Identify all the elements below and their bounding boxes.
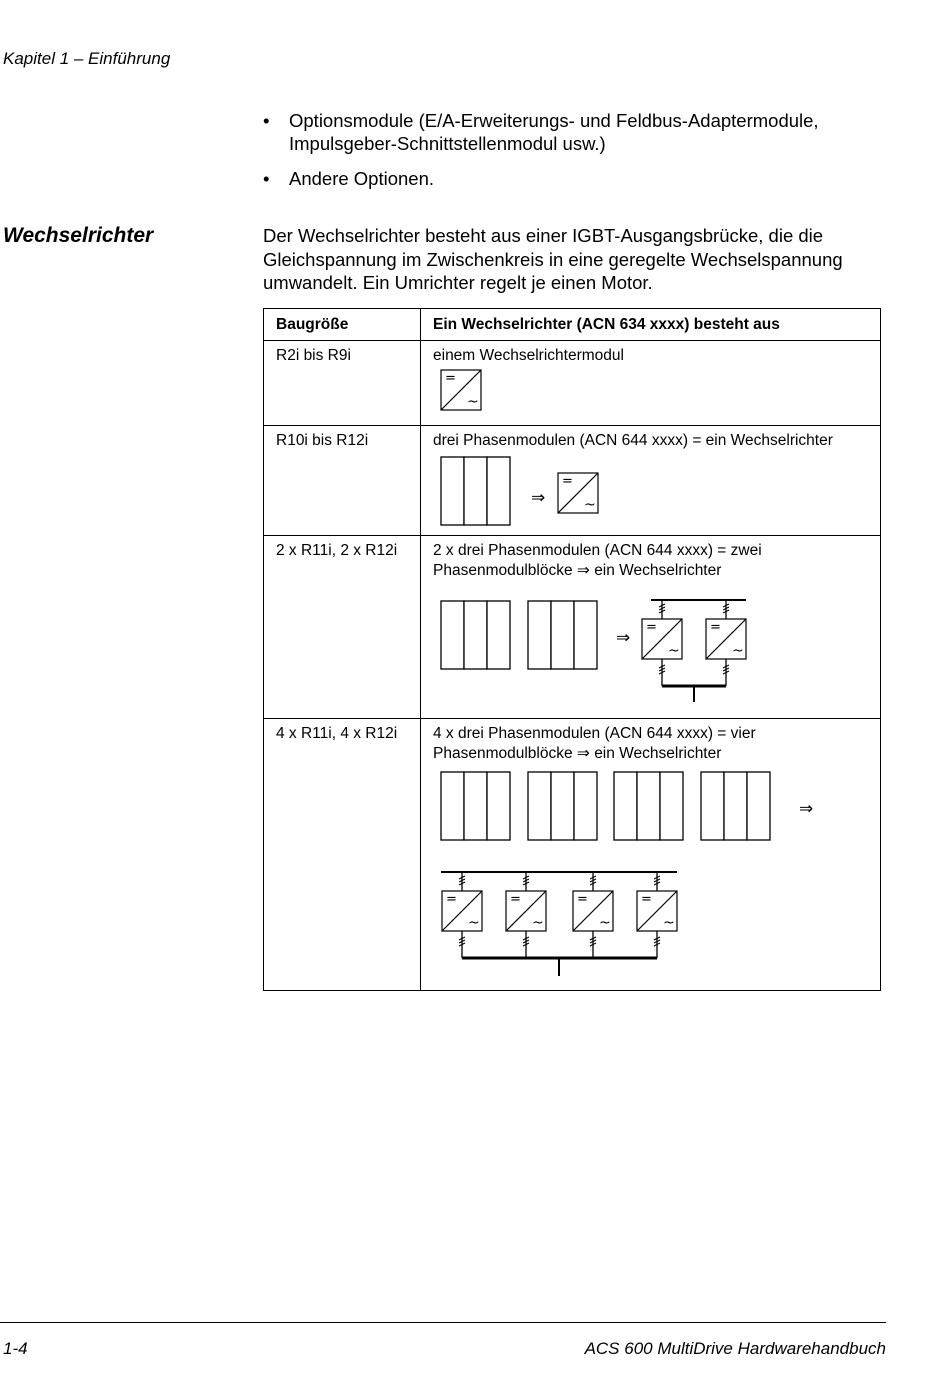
header-cell-size: Baugröße [264, 309, 421, 341]
ac-symbol: ~ [663, 915, 675, 931]
description-cell: 4 x drei Phasenmodulen (ACN 644 xxxx) = vier Phasenmodulblöcke ⇒ ein Wechselrichter ⇒ = ~ = ~ = ~ = ~ [421, 719, 881, 991]
ac-symbol: ~ [467, 394, 479, 410]
description-cell: 2 x drei Phasenmodulen (ACN 644 xxxx) = zwei Phasenmodulblöcke ⇒ ein Wechselrichter ⇒ = ~ = ~ [421, 536, 881, 719]
table-row [264, 719, 881, 991]
bullet-marker: • [263, 168, 270, 189]
two-block-diagram [431, 581, 771, 709]
bullet-item [263, 167, 883, 190]
dc-symbol: = [577, 892, 588, 907]
size-cell: 4 x R11i, 4 x R12i [264, 719, 421, 991]
section-title: Wechselrichter [3, 224, 154, 247]
ac-symbol: ~ [532, 915, 544, 931]
bullet-text: Andere Optionen. [289, 168, 435, 189]
bullet-item [263, 109, 883, 155]
bullet-text: Optionsmodule (E/A-Erweiterungs- und Feldbus-Adaptermodule, Impulsgeber-Schnittstellenmodul usw.) [289, 110, 819, 154]
inverter-module-diagram [431, 366, 491, 412]
dc-symbol: = [562, 474, 573, 489]
dc-symbol: = [641, 892, 652, 907]
section-text: Der Wechselrichter besteht aus einer IGBT-Ausgangsbrücke, die die Gleichspannung im Zwischenkreis in eine geregelte Wechselspannung umwandelt. Ein Umrichter regelt je einen Motor. [263, 225, 843, 293]
ac-symbol: ~ [599, 915, 611, 931]
ac-symbol: ~ [732, 643, 744, 659]
page-number: 1-4 [3, 1339, 28, 1358]
description-cell: drei Phasenmodulen (ACN 644 xxxx) = ein Wechselrichter ⇒ = ~ [421, 426, 881, 536]
ac-symbol: ~ [668, 643, 680, 659]
table-row [264, 536, 881, 719]
size-cell: R10i bis R12i [264, 426, 421, 536]
document-title: ACS 600 MultiDrive Hardwarehandbuch [584, 1339, 886, 1358]
ac-symbol: ~ [468, 915, 480, 931]
dc-symbol: = [445, 371, 456, 386]
ac-symbol: ~ [584, 497, 596, 513]
bullet-marker: • [263, 110, 270, 131]
bullet-list [263, 109, 883, 202]
size-cell: 2 x R11i, 2 x R12i [264, 536, 421, 719]
description-cell: einem Wechselrichtermodul = ~ [421, 341, 881, 426]
dc-symbol: = [446, 892, 457, 907]
dc-symbol: = [646, 620, 657, 635]
arrow-symbol: ⇒ [616, 628, 631, 648]
phase-module-diagram [431, 451, 621, 531]
inverter-table [263, 308, 881, 991]
dc-symbol: = [510, 892, 521, 907]
footer-divider [0, 1322, 886, 1323]
size-cell: R2i bis R9i [264, 341, 421, 426]
chapter-header: Kapitel 1 – Einführung [3, 49, 171, 68]
arrow-symbol: ⇒ [531, 488, 546, 508]
dc-symbol: = [710, 620, 721, 635]
four-block-diagram [431, 764, 871, 986]
header-cell-description: Ein Wechselrichter (ACN 634 xxxx) besteht aus [421, 309, 881, 341]
arrow-symbol: ⇒ [799, 799, 814, 819]
table-row [264, 426, 881, 536]
table-header-row [264, 309, 881, 341]
table-row [264, 341, 881, 426]
